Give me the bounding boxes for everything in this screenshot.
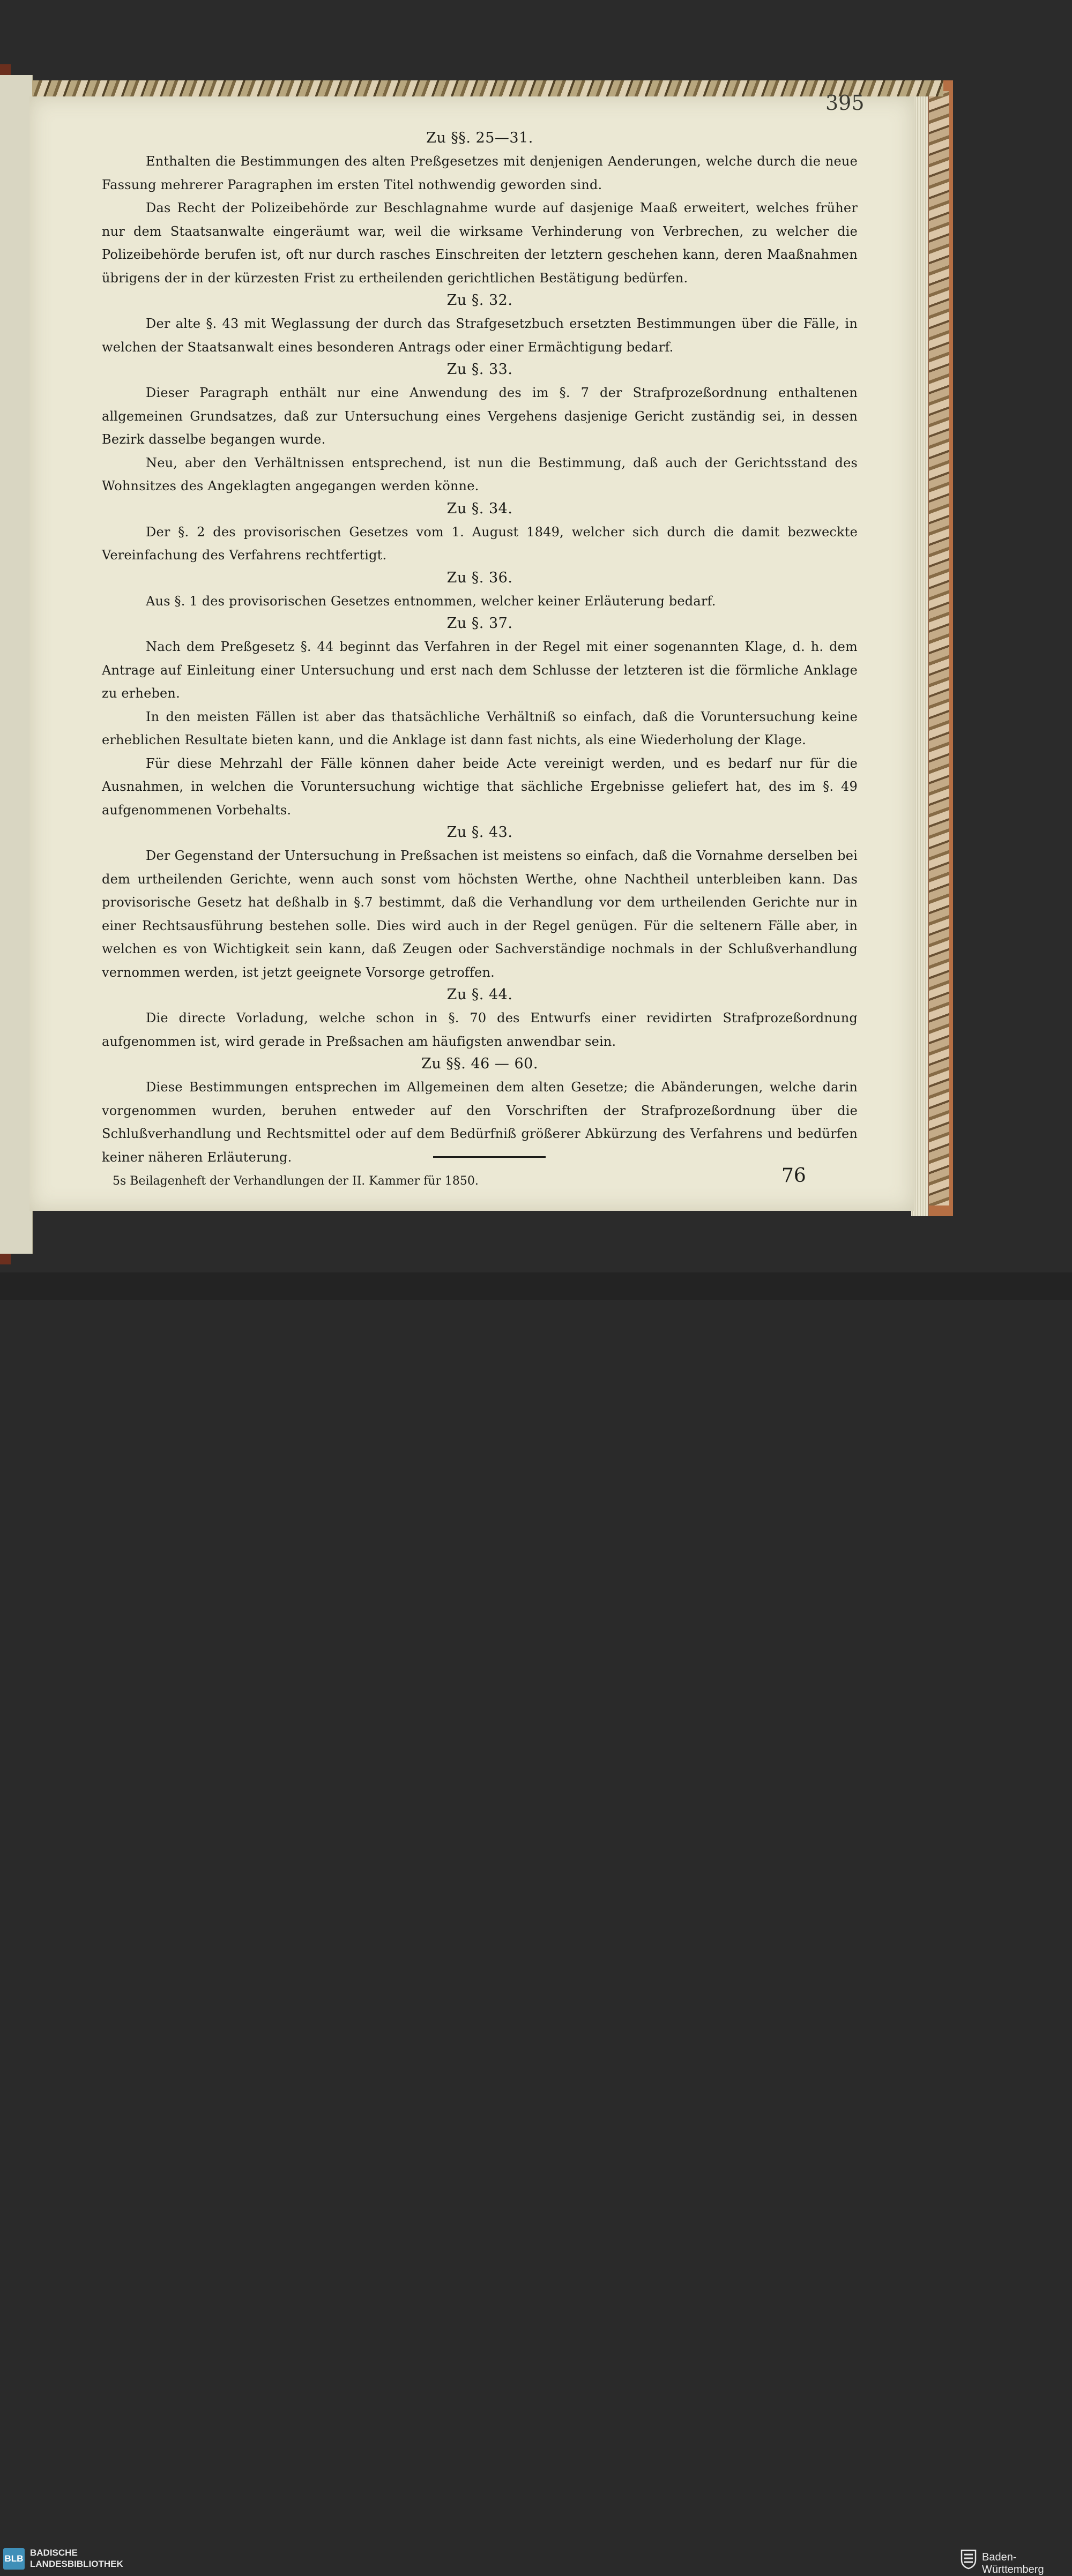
footer-page-number: 76 bbox=[781, 1165, 806, 1187]
library-name-line2: LANDESBIBLIOTHEK bbox=[30, 2559, 123, 2569]
paragraph: Für diese Mehrzahl der Fälle können daher beide Acte vereinigt werden, und es bedarf nur für die Ausnahmen, in welchen die Voruntersuchung wichtige that sächliche Ergebnisse geliefert hat, des im §. 49 aufgenommenen Vorbehalts. bbox=[102, 755, 858, 818]
footer-rule bbox=[433, 1156, 546, 1158]
section-heading: Zu §. 37. bbox=[446, 615, 513, 632]
footer-text: 5s Beilagenheft der Verhandlungen der II. Kammer für 1850. bbox=[113, 1174, 479, 1188]
section-heading: Zu §. 32. bbox=[446, 292, 513, 309]
paragraph: Enthalten die Bestimmungen des alten Preßgesetzes mit denjenigen Aenderungen, welche durch die neue Fassung mehrerer Paragraphen im ersten Titel nothwendig geworden sind. bbox=[102, 154, 858, 192]
paragraph: Nach dem Preßgesetz §. 44 beginnt das Verfahren in der Regel mit einer sogenannten Klage, d. h. dem Antrage auf Einleitung einer Untersuchung und erst nach dem Schlusse der letzteren ist die förmliche Anklage zu erheben. bbox=[102, 639, 858, 701]
scan-viewer-stage bbox=[0, 0, 1072, 1272]
paragraph: In den meisten Fällen ist aber das thatsächliche Verhältniß so einfach, daß die Voruntersuchung keine erheblichen Resultate bieten kann, und die Anklage ist dann fast nichts, als eine Wiederholung der Klage. bbox=[102, 709, 858, 747]
top-page-number: 395 bbox=[825, 91, 865, 115]
section-heading: Zu §. 43. bbox=[446, 824, 513, 841]
paragraph: Der §. 2 des provisorischen Gesetzes vom 1. August 1849, welcher sich durch die damit bezweckte Vereinfachung des Verfahrens rechtfertigt. bbox=[102, 524, 858, 563]
section bbox=[102, 984, 858, 1053]
page-body bbox=[102, 128, 858, 1169]
section-heading: Zu §. 33. bbox=[446, 361, 513, 378]
section bbox=[102, 567, 858, 613]
paragraph: Die directe Vorladung, welche schon in §. 70 des Entwurfs einer revidirten Strafprozeßordnung aufgenommen ist, wird gerade in Preßsachen am häufigsten anwendbar sein. bbox=[102, 1010, 858, 1049]
paragraph: Der alte §. 43 mit Weglassung der durch das Strafgesetzbuch ersetzten Bestimmungen über die Fälle, in welchen der Staatsanwalt eines besonderen Antrags oder einer Ermächtigung bedarf. bbox=[102, 316, 858, 355]
paragraph: Dieser Paragraph enthält nur eine Anwendung des im §. 7 der Strafprozeßordnung enthaltenen allgemeinen Grundsatzes, daß zur Untersuchung eines Vergehens dasjenige Gericht zuständig sei, in dessen Bezirk dasselbe begangen wurde. bbox=[102, 385, 858, 447]
section-heading: Zu §§. 25—31. bbox=[426, 130, 533, 146]
section bbox=[102, 822, 858, 984]
library-name[interactable] bbox=[30, 2547, 123, 2570]
paragraph: Das Recht der Polizeibehörde zur Beschlagnahme wurde auf dasjenige Maaß erweitert, welches früher nur dem Staatsanwalte eingeräumt war, weil die wirksame Verhinderung von Verbrechen, zu welcher die Polizeibehörde berufen ist, oft nur durch rasches Einschreiten der letztern geschehen kann, deren Maaßnahmen übrigens der in der kürzesten Frist zu ertheilenden gerichtlichen Bestätigung bedürfen. bbox=[102, 200, 858, 286]
section-heading: Zu §. 36. bbox=[446, 569, 513, 586]
section bbox=[102, 1053, 858, 1169]
paragraph: Neu, aber den Verhältnissen entsprechend, ist nun die Bestimmung, daß auch der Gerichtsstand des Wohnsitzes des Angeklagten angegangen werden könne. bbox=[102, 455, 858, 493]
paragraph: Der Gegenstand der Untersuchung in Preßsachen ist meistens so einfach, daß die Vornahme derselben bei dem urtheilenden Gerichte, wenn auch sonst vom höchsten Werthe, ohne Nachtheil unterbleiben kann. Das provisorische Gesetz hat deßhalb in §.7 bestimmt, daß die Verhandlung vor dem urtheilenden Gerichte nur in einer Rechtsausführung bestehen solle. Dies wird auch in der Regel genügen. Für die seltenern Fälle aber, in welchen es von Wichtigkeit sein kann, daß Zeugen oder Sachverständige nochmals in der Schlußverhandlung vernommen werden, ist jetzt geeignete Vorsorge getroffen. bbox=[102, 848, 858, 980]
viewer-footer-bar bbox=[0, 1272, 1072, 2575]
section bbox=[102, 613, 858, 822]
marbled-edge bbox=[929, 91, 949, 1205]
paragraph: Diese Bestimmungen entsprechen im Allgemeinen dem alten Gesetze; die Abänderungen, welche darin vorgenommen wurden, beruhen entweder auf den Vorschriften der Strafprozeßordnung über die Schlußverhandlung und Rechtsmittel oder auf dem Bedürfniß größerer Abkürzung des Verfahrens und bedürfen keiner näheren Erläuterung. bbox=[102, 1080, 858, 1165]
state-name[interactable]: Baden-Württemberg bbox=[982, 2551, 1044, 2575]
section-heading: Zu §. 34. bbox=[446, 500, 513, 517]
section bbox=[102, 498, 858, 567]
section bbox=[102, 128, 858, 290]
section bbox=[102, 359, 858, 498]
section bbox=[102, 290, 858, 359]
section-heading: Zu §. 44. bbox=[446, 986, 513, 1003]
blb-logo-icon[interactable]: BLB bbox=[3, 2548, 25, 2570]
section-heading: Zu §§. 46 — 60. bbox=[421, 1055, 538, 1072]
library-name-line1: BADISCHE bbox=[30, 2548, 78, 2558]
baden-wuerttemberg-crest-icon[interactable] bbox=[959, 2548, 978, 2570]
marbled-top-edge bbox=[32, 80, 943, 96]
left-page-edge bbox=[0, 75, 33, 1254]
paragraph: Aus §. 1 des provisorischen Gesetzes entnommen, welcher keiner Erläuterung bedarf. bbox=[146, 593, 716, 609]
